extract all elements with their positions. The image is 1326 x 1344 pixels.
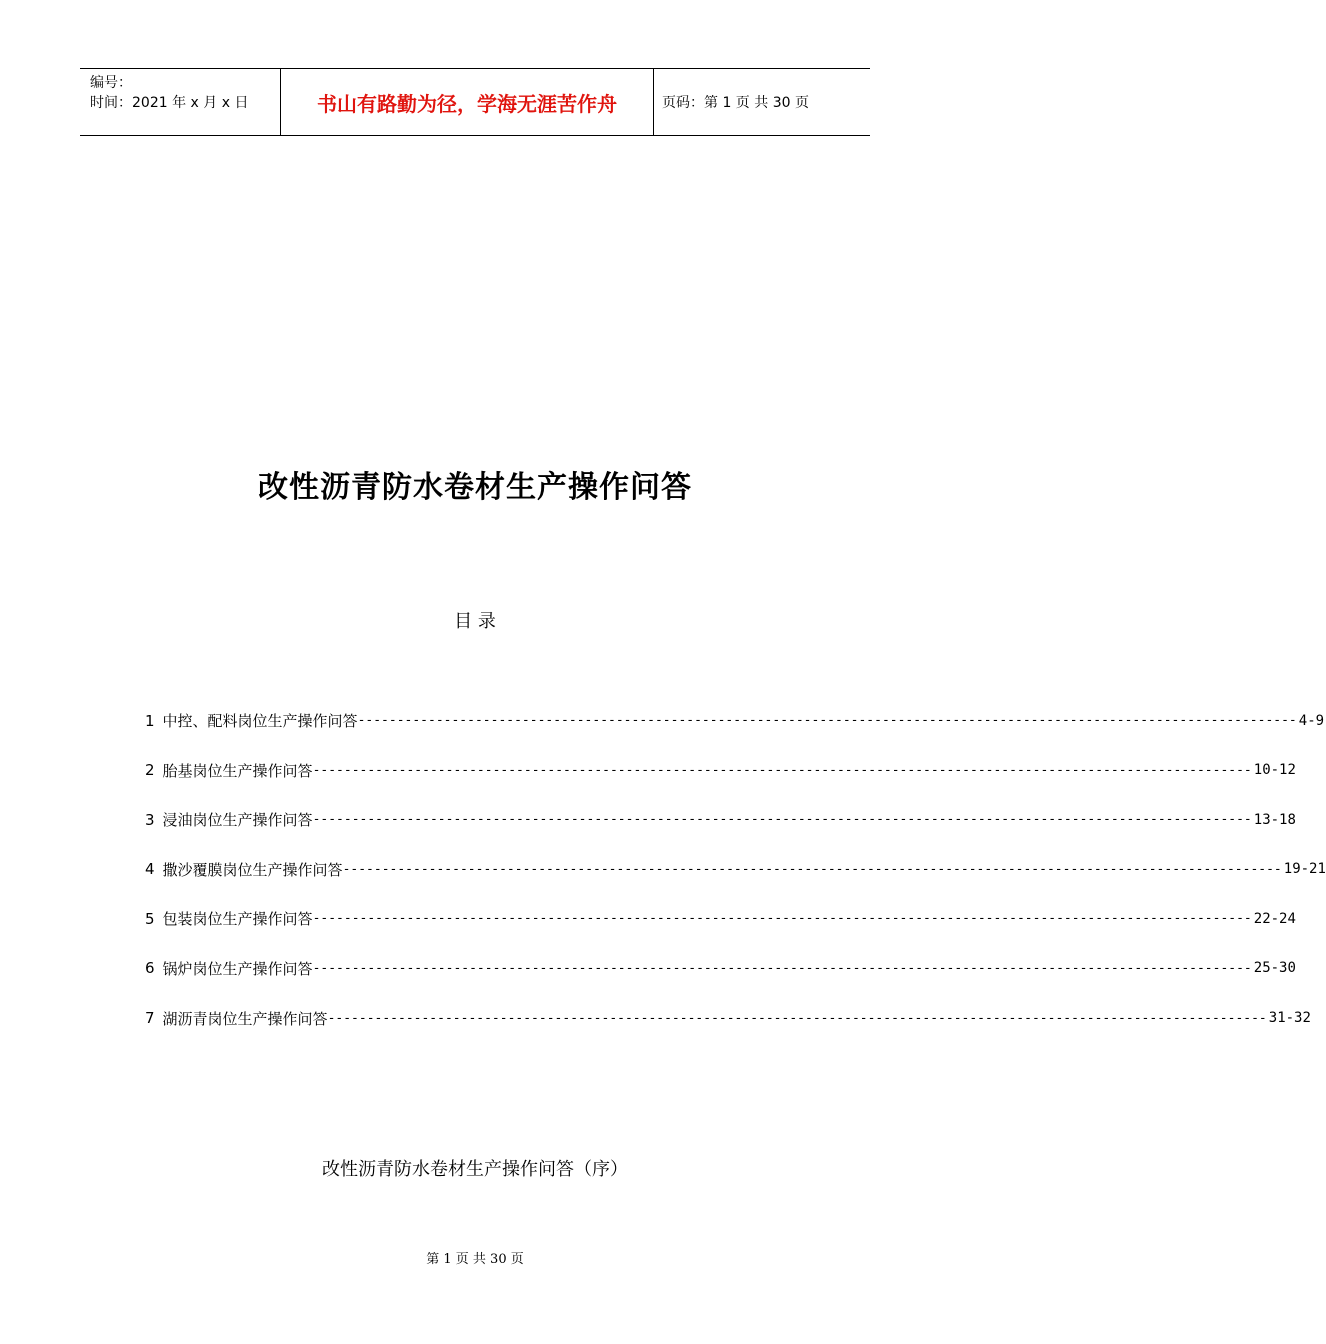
toc-item-number: 5 — [145, 909, 155, 928]
toc-item-number: 3 — [145, 810, 155, 829]
toc-item-pages: 25-30 — [1253, 960, 1296, 977]
toc-item-number: 1 — [145, 711, 155, 730]
toc-item[interactable] — [145, 758, 1296, 783]
toc-item-label: 湖沥青岗位生产操作问答 — [162, 1009, 328, 1028]
page-header — [80, 68, 870, 136]
header-number-label: 编号： — [90, 75, 132, 91]
preface-title: 改性沥青防水卷材生产操作问答（序） — [322, 1159, 628, 1180]
toc-leader: ------------------------------------------------------------------------------------------------------------------------ — [312, 911, 1252, 927]
toc-item-label: 浸油岗位生产操作问答 — [162, 811, 313, 830]
toc-item-number: 4 — [145, 860, 155, 879]
page-footer: 第 1 页 共 30 页 — [426, 1252, 524, 1267]
header-motto: 书山有路勤为径，学海无涯苦作舟 — [281, 69, 654, 135]
toc-item[interactable] — [145, 857, 1326, 882]
toc-item-pages: 19-21 — [1283, 861, 1326, 878]
toc-item[interactable] — [145, 807, 1296, 832]
toc-item-label: 胎基岗位生产操作问答 — [162, 761, 313, 780]
toc-heading: 目 录 — [454, 611, 496, 632]
toc-item-pages: 4-9 — [1298, 712, 1325, 729]
toc-item-number: 6 — [145, 959, 155, 978]
header-meta — [80, 69, 281, 135]
toc-item-number: 7 — [145, 1009, 155, 1028]
toc-leader: ------------------------------------------------------------------------------------------------------------------------ — [327, 1010, 1267, 1026]
toc-item-label: 撒沙覆膜岗位生产操作问答 — [162, 860, 343, 879]
toc-leader: ------------------------------------------------------------------------------------------------------------------------ — [312, 762, 1252, 778]
document-title: 改性沥青防水卷材生产操作问答 — [258, 470, 692, 505]
toc-leader: ------------------------------------------------------------------------------------------------------------------------ — [342, 861, 1282, 877]
toc-item-number: 2 — [145, 761, 155, 780]
toc-item[interactable] — [145, 956, 1296, 981]
toc-item[interactable] — [145, 906, 1296, 931]
toc-item[interactable] — [145, 708, 1325, 733]
toc-item[interactable] — [145, 1006, 1311, 1031]
toc-item-pages: 22-24 — [1253, 910, 1296, 927]
table-of-contents — [145, 708, 1326, 1055]
header-page-info: 页码：第 1 页 共 30 页 — [662, 95, 809, 111]
toc-item-label: 锅炉岗位生产操作问答 — [162, 959, 313, 978]
toc-leader: ------------------------------------------------------------------------------------------------------------------------ — [357, 713, 1297, 728]
toc-item-pages: 10-12 — [1253, 762, 1296, 779]
toc-item-pages: 13-18 — [1253, 811, 1296, 828]
toc-item-label: 中控、配料岗位生产操作问答 — [162, 712, 358, 730]
toc-item-label: 包装岗位生产操作问答 — [162, 910, 313, 929]
toc-item-pages: 31-32 — [1268, 1010, 1311, 1027]
toc-leader: ------------------------------------------------------------------------------------------------------------------------ — [312, 812, 1252, 828]
toc-leader: ------------------------------------------------------------------------------------------------------------------------ — [312, 960, 1252, 976]
header-time-label: 时间：2021 年 x 月 x 日 — [90, 95, 249, 111]
